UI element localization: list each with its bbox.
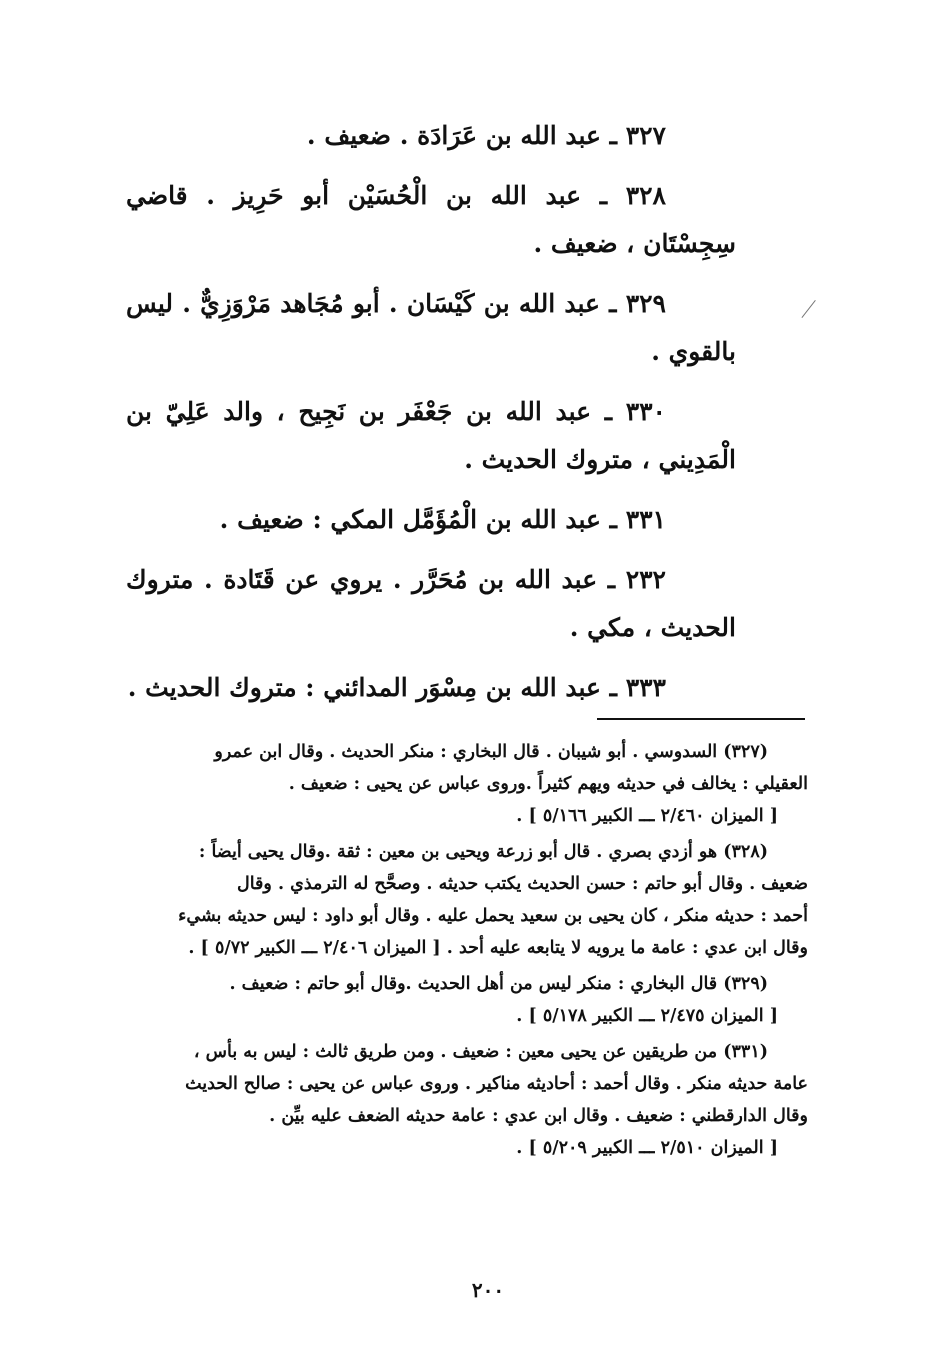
entry-number: ٣٣٣	[625, 673, 666, 702]
footnote-line: وقال ابن عدي : عامة ما يرويه لا يتابعه عليه أحد . [ الميزان ٢/٤٠٦ ـــ الكبير ٥/٧٢ ] .	[188, 938, 808, 958]
footnote-331	[123, 1036, 808, 1164]
entry-330	[126, 388, 736, 484]
entry-327	[126, 112, 736, 160]
entry-text: ـ عبد الله بن مُحَرَّر . يروي عن قَتَادة . متروك الحديث ، مكي .	[126, 565, 736, 642]
footnote-line: ضعيف . وقال أبو حاتم : حسن الحديث يكتب حديثه . وصحَّح له الترمذي . وقال	[236, 874, 808, 894]
footnote-328	[123, 836, 808, 964]
entry-text: ـ عبد الله بن جَعْفَر بن نَجِيح ، والد عَلِيّ بن الْمَدِيني ، متروك الحديث .	[126, 397, 736, 474]
footnote-line: (٣٢٨) هو أزدي بصري . قال أبو زرعة ويحيى بن معين : ثقة .وقال يحيى أيضاً :	[198, 842, 768, 862]
entry-number: ٣٣١	[625, 505, 666, 534]
entry-332	[126, 556, 736, 652]
footnote-line: أحمد : حديثه منكر ، كان يحيى بن سعيد يحمل عليه . وقال أبو داود : ليس حديثه بشيء	[178, 906, 808, 926]
entry-text: ـ عبد الله بن الْحُسَيْن أبو حَرِيز . قاضي سِجِسْتَان ، ضعيف .	[126, 181, 736, 258]
footnote-line: (٣٢٧) السدوسي . أبو شيبان . قال البخاري : منكر الحديث . وقال ابن عمرو	[214, 742, 768, 762]
footnote-reference: [ الميزان ٢/٥١٠ ـــ الكبير ٥/٢٠٩ ] .	[516, 1138, 778, 1158]
entry-number: ٣٣٠	[625, 397, 666, 426]
footnote-reference: [ الميزان ٢/٤٧٥ ـــ الكبير ٥/١٧٨ ] .	[516, 1006, 778, 1026]
entries-list	[126, 112, 736, 724]
entry-number: ٣٢٧	[625, 121, 666, 150]
entry-329	[126, 280, 736, 376]
entry-331	[126, 496, 736, 544]
entry-number: ٣٢٩	[625, 289, 666, 318]
footnote-line: (٣٢٩) قال البخاري : منكر ليس من أهل الحديث .وقال أبو حاتم : ضعيف .	[229, 974, 768, 994]
footnote-reference: [ الميزان ٢/٤٦٠ ـــ الكبير ٥/١٦٦ ] .	[516, 806, 778, 826]
footnote-line: عامة حديثه منكر . وقال أحمد : أحاديثه مناكير . وروى عباس عن يحيى : صالح الحديث	[185, 1074, 808, 1094]
entry-text: ـ عبد الله بن الْمُؤَمَّل المكي : ضعيف .	[219, 505, 617, 534]
entry-text: ـ عبد الله بن كَيْسَان . أبو مُجَاهد مَرْوَزِيٌّ . ليس بالقوي .	[126, 289, 736, 366]
footnote-separator	[597, 718, 805, 720]
footnote-line: العقيلي : يخالف في حديثه ويهم كثيراً .وروى عباس عن يحيى : ضعيف .	[288, 774, 808, 794]
footnote-line: وقال الدارقطني : ضعيف . وقال ابن عدي : عامة حديثه الضعف عليه بيِّن .	[269, 1106, 808, 1126]
footnote-327	[123, 736, 808, 832]
entry-text: ـ عبد الله بن عَرَادَة . ضعيف .	[306, 121, 617, 150]
footnotes	[123, 736, 808, 1168]
entry-333	[126, 664, 736, 712]
footnote-line: (٣٣١) من طريقين عن يحيى معين : ضعيف . ومن طريق ثالث : ليس به بأس ،	[193, 1042, 768, 1062]
entry-text: ـ عبد الله بن مِسْوَر المدائني : متروك الحديث .	[127, 673, 617, 702]
footnote-329	[123, 968, 808, 1032]
entry-number: ٢٣٢	[625, 565, 666, 594]
entry-328	[126, 172, 736, 268]
scan-artifact	[801, 300, 826, 327]
page-number: ٢٠٠	[471, 1278, 505, 1302]
entry-number: ٣٢٨	[625, 181, 666, 210]
